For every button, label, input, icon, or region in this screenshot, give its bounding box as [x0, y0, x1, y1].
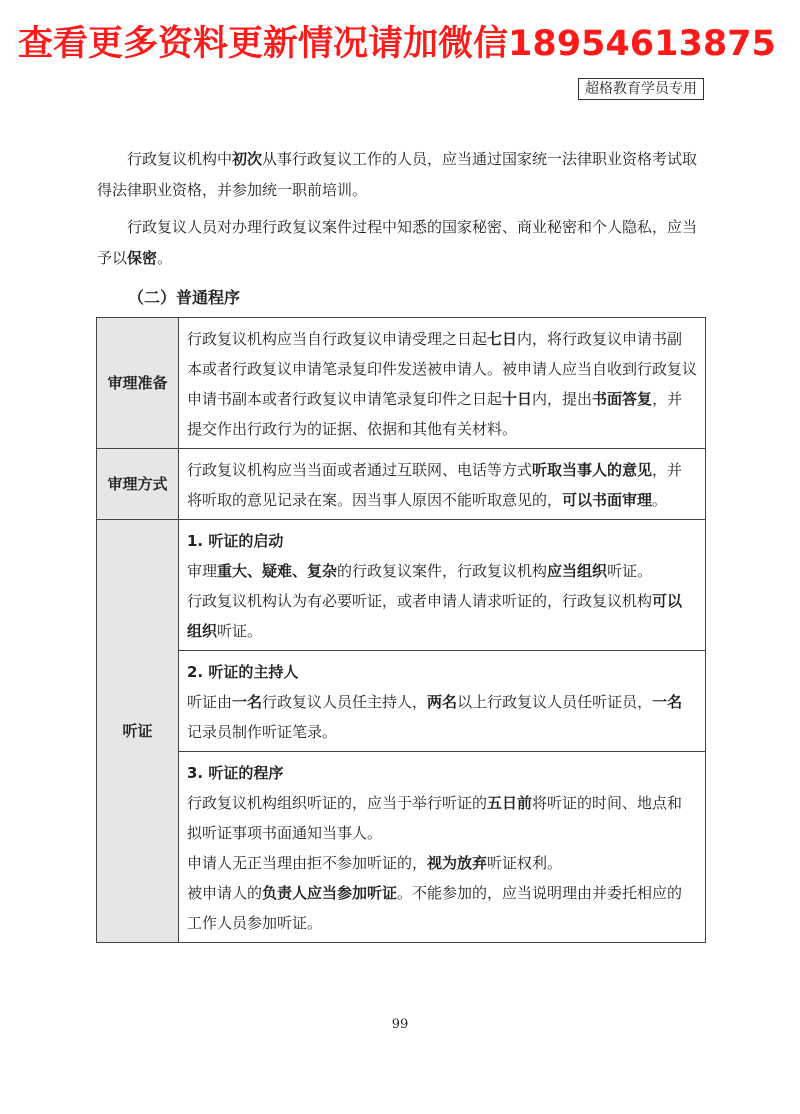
hearing-start-content	[179, 520, 706, 651]
student-only-tag: 超格教育学员专用	[578, 78, 704, 100]
table-row	[97, 318, 706, 449]
hearing-procedure-line-2: 申请人无正当理由拒不参加听证的，视为放弃听证权利。	[187, 854, 563, 872]
hearing-host-title: 2. 听证的主持人	[187, 663, 299, 681]
procedure-table	[96, 317, 706, 943]
table-row	[97, 752, 706, 943]
hearing-procedure-line-3: 被申请人的负责人应当参加听证。不能参加的，应当说明理由并委托相应的工作人员参加听证。	[187, 884, 683, 932]
hearing-host-line: 听证由一名行政复议人员任主持人，两名以上行政复议人员任听证员，一名记录员制作听证笔录。	[187, 693, 683, 741]
hearing-procedure-title: 3. 听证的程序	[187, 764, 284, 782]
hearing-start-title: 1. 听证的启动	[187, 532, 284, 550]
watermark-banner: 查看更多资料更新情况请加微信18954613875	[18, 24, 776, 64]
table-row	[97, 651, 706, 752]
hearing-start-line-1: 审理重大、疑难、复杂的行政复议案件，行政复议机构应当组织听证。	[187, 562, 653, 580]
section-title: （二）普通程序	[128, 288, 241, 307]
hearing-procedure-line-1: 行政复议机构组织听证的，应当于举行听证的五日前将听证的时间、地点和拟听证事项书面通知当事人。	[187, 794, 683, 842]
hearing-procedure-content	[179, 752, 706, 943]
table-row	[97, 449, 706, 520]
table-row	[97, 520, 706, 651]
review-method-content: 行政复议机构应当当面或者通过互联网、电话等方式听取当事人的意见，并将听取的意见记录在案。因当事人原因不能听取意见的，可以书面审理。	[179, 449, 706, 520]
page-number: 99	[391, 1017, 409, 1032]
hearing-start-line-2: 行政复议机构认为有必要听证，或者申请人请求听证的，行政复议机构可以组织听证。	[187, 592, 683, 640]
paragraph-confidentiality: 行政复议人员对办理行政复议案件过程中知悉的国家秘密、商业秘密和个人隐私，应当予以保密。	[97, 218, 698, 267]
paragraph-initial-staff: 行政复议机构中初次从事行政复议工作的人员，应当通过国家统一法律职业资格考试取得法律职业资格，并参加统一职前培训。	[97, 150, 698, 199]
review-prep-content: 行政复议机构应当自行政复议申请受理之日起七日内，将行政复议申请书副本或者行政复议申请笔录复印件发送被申请人。被申请人应当自收到行政复议申请书副本或者行政复议申请笔录复印件之日起十日内，提出书面答复，并提交作出行政行为的证据、依据和其他有关材料。	[179, 318, 706, 449]
row-label-hearing: 听证	[97, 520, 179, 943]
row-label-review-prep: 审理准备	[97, 318, 179, 449]
hearing-host-content	[179, 651, 706, 752]
row-label-review-method: 审理方式	[97, 449, 179, 520]
